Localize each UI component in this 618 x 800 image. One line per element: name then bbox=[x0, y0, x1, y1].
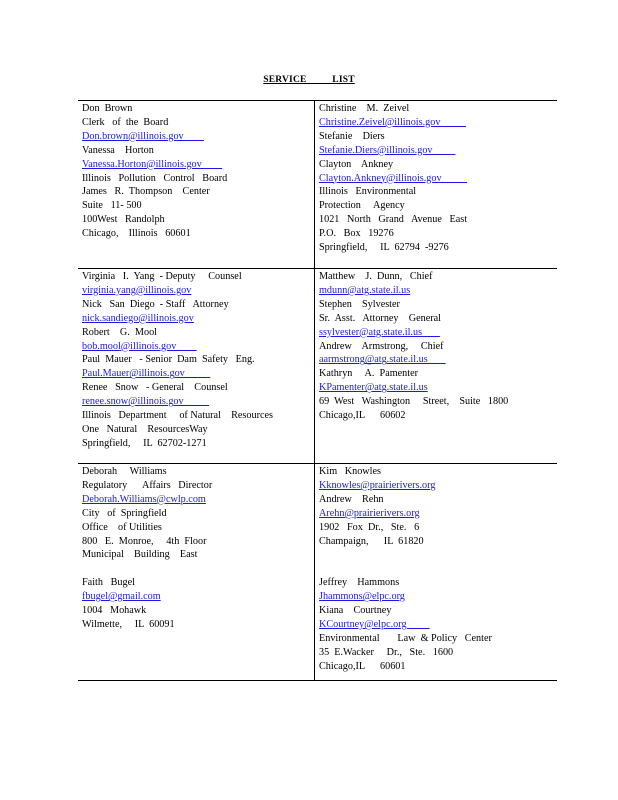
contact-line: Virginia I. Yang - Deputy Counsel bbox=[82, 271, 242, 282]
contact-line: Illinois Department of Natural Resources bbox=[82, 410, 273, 422]
email-link[interactable]: Don.brown@illinois.gov bbox=[82, 130, 205, 142]
contact-line: Robert G. Mool bbox=[82, 326, 157, 338]
email-link[interactable]: mdunn@atg.state.il.us bbox=[319, 284, 411, 296]
contact-line: Regulatory Affairs Director bbox=[82, 479, 213, 491]
table-row bbox=[78, 101, 557, 269]
contact-line: Springfield, IL 62702-1271 bbox=[82, 437, 207, 449]
email-link[interactable]: bob.mool@illinois.gov bbox=[82, 340, 197, 352]
email-link[interactable]: Kknowles@prairierivers.org bbox=[319, 479, 436, 491]
contact-line: Nick San Diego - Staff Attorney bbox=[82, 298, 229, 310]
contact-cell bbox=[315, 101, 558, 269]
service-list-table bbox=[78, 100, 557, 681]
contact-line: Protection Agency bbox=[319, 200, 405, 212]
email-link[interactable]: Paul.Mauer@illinois.gov bbox=[82, 368, 211, 380]
email-link[interactable]: Arehn@prairierivers.org bbox=[319, 507, 420, 519]
contact-line: James R. Thompson Center bbox=[82, 186, 210, 198]
contact-line: 69 West Washington Street, Suite 1800 bbox=[319, 396, 509, 408]
contact-line: Kiana Courtney bbox=[319, 605, 392, 617]
contact-line: City of Springfield bbox=[82, 507, 167, 519]
contact-line: Andrew Rehn bbox=[319, 493, 384, 505]
email-link[interactable]: Clayton.Ankney@illinois.gov bbox=[319, 172, 468, 184]
email-link[interactable]: fbugel@gmail.com bbox=[82, 591, 161, 603]
contact-line: Springfield, IL 62794 -9276 bbox=[319, 242, 449, 254]
contact-line: Jeffrey Hammons bbox=[319, 577, 400, 589]
email-link[interactable]: KPamenter@atg.state.il.us bbox=[319, 382, 428, 394]
contact-line: Champaign, IL 61820 bbox=[319, 535, 424, 547]
email-link[interactable]: KCourtney@elpc.org bbox=[319, 618, 430, 630]
contact-line: Sr. Asst. Attorney General bbox=[319, 312, 441, 324]
contact-line: Renee Snow - General Counsel bbox=[82, 382, 228, 394]
contact-cell bbox=[78, 464, 315, 681]
contact-line: Chicago,IL 60602 bbox=[319, 410, 406, 422]
contact-line: Clayton Ankney bbox=[319, 158, 394, 170]
contact-line: 35 E.Wacker Dr., Ste. 1600 bbox=[319, 646, 454, 658]
table-row bbox=[78, 269, 557, 464]
spacer bbox=[319, 562, 553, 576]
contact-line: One Natural ResourcesWay bbox=[82, 423, 208, 435]
contact-line: Don Brown bbox=[82, 103, 133, 114]
contact-line: 100West Randolph bbox=[82, 214, 165, 226]
contact-cell bbox=[315, 464, 558, 681]
email-link[interactable]: Christine.Zeivel@illinois.gov bbox=[319, 116, 466, 128]
contact-line: Illinois Environmental bbox=[319, 186, 417, 198]
page-title: SERVICE LIST bbox=[263, 75, 355, 85]
contact-line: Wilmette, IL 60091 bbox=[82, 618, 175, 630]
contact-line: Illinois Pollution Control Board bbox=[82, 172, 228, 184]
spacer bbox=[82, 562, 310, 576]
contact-line: Environmental Law & Policy Center bbox=[319, 632, 492, 644]
contact-line: Municipal Building East bbox=[82, 549, 198, 561]
contact-cell bbox=[315, 269, 558, 464]
contact-line: Stefanie Diers bbox=[319, 130, 385, 142]
contact-line: Chicago, Illinois 60601 bbox=[82, 228, 191, 240]
contact-line: Matthew J. Dunn, Chief bbox=[319, 271, 433, 282]
contact-line: Faith Bugel bbox=[82, 577, 135, 589]
email-link[interactable]: virginia.yang@illinois.gov bbox=[82, 284, 192, 296]
contact-line: Christine M. Zeivel bbox=[319, 103, 410, 114]
contact-line: Stephen Sylvester bbox=[319, 298, 400, 310]
contact-line: Chicago,IL 60601 bbox=[319, 660, 406, 672]
table-row bbox=[78, 464, 557, 681]
spacer bbox=[319, 548, 553, 562]
email-link[interactable]: Deborah.Williams@cwlp.com bbox=[82, 493, 206, 505]
email-link[interactable]: ssylvester@atg.state.il.us bbox=[319, 326, 440, 338]
contact-line: Deborah Williams bbox=[82, 466, 167, 477]
contact-line: Clerk of the Board bbox=[82, 116, 169, 128]
contact-line: Andrew Armstrong, Chief bbox=[319, 340, 444, 352]
email-link[interactable]: Jhammons@elpc.org bbox=[319, 591, 405, 603]
email-link[interactable]: Vanessa.Horton@illinois.gov bbox=[82, 158, 223, 170]
email-link[interactable]: Stefanie.Diers@illinois.gov bbox=[319, 144, 456, 156]
email-link[interactable]: nick.sandiego@illinois.gov bbox=[82, 312, 194, 324]
email-link[interactable]: renee.snow@illinois.gov bbox=[82, 396, 210, 408]
contact-line: Suite 11- 500 bbox=[82, 200, 142, 212]
contact-line: Vanessa Horton bbox=[82, 144, 154, 156]
email-link[interactable]: aarmstrong@atg.state.il.us bbox=[319, 354, 446, 366]
contact-line: Paul Mauer - Senior Dam Safety Eng. bbox=[82, 354, 255, 366]
contact-line: Kim Knowles bbox=[319, 466, 381, 477]
contact-line: 1902 Fox Dr., Ste. 6 bbox=[319, 521, 420, 533]
contact-line: P.O. Box 19276 bbox=[319, 228, 394, 240]
contact-line: 800 E. Monroe, 4th Floor bbox=[82, 535, 207, 547]
contact-line: Office of Utilities bbox=[82, 521, 162, 533]
contact-line: 1004 Mohawk bbox=[82, 605, 147, 617]
contact-line: Kathryn A. Pamenter bbox=[319, 368, 419, 380]
contact-cell bbox=[78, 269, 315, 464]
contact-line: 1021 North Grand Avenue East bbox=[319, 214, 468, 226]
contact-cell bbox=[78, 101, 315, 269]
